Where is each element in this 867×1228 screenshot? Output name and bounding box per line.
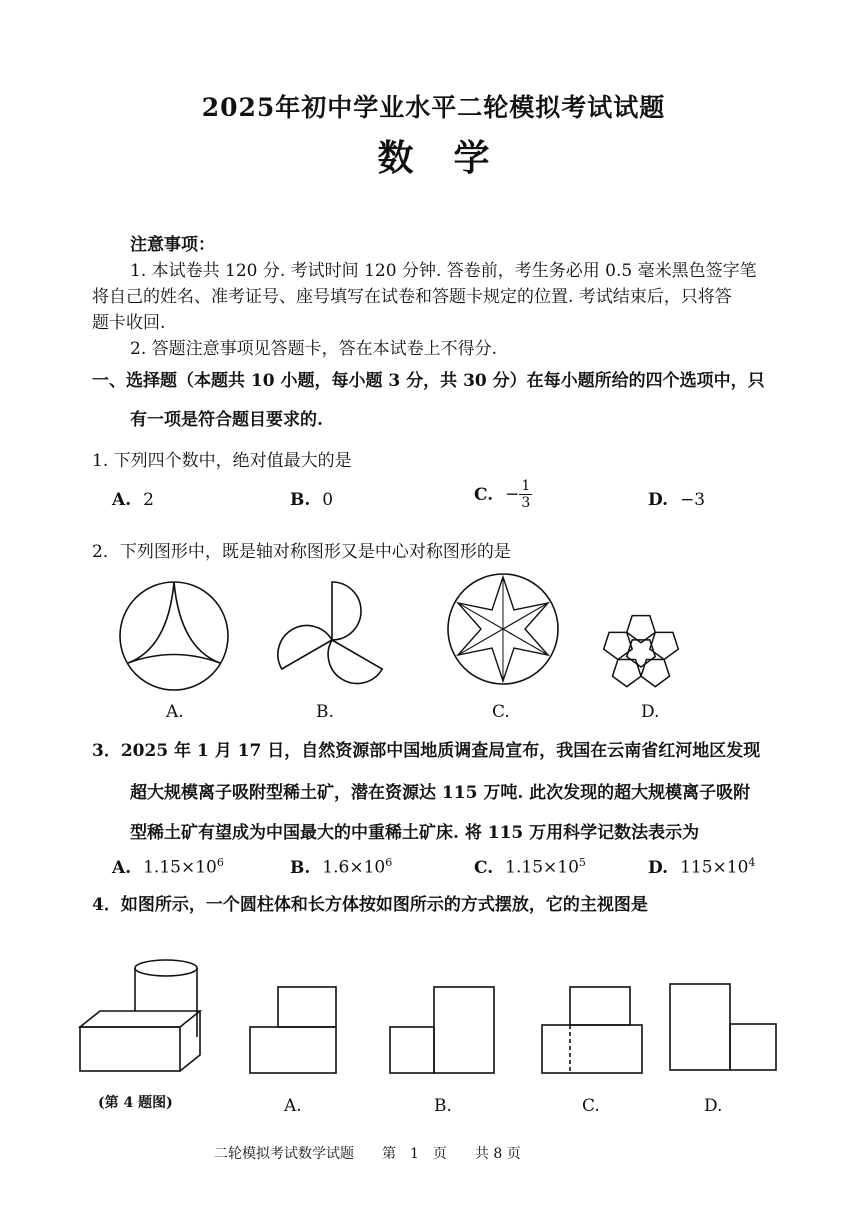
option-base: 1.15×10 [143, 857, 217, 878]
q4-label-d: D. [704, 1096, 723, 1116]
q4-option-a-figure [248, 985, 340, 1075]
q4-label-b: B. [434, 1096, 452, 1116]
option-label: A. [112, 857, 132, 878]
option-label: B. [290, 490, 311, 510]
option-value: 0 [322, 490, 334, 510]
option-label: C. [474, 857, 494, 878]
option-label: C. [474, 484, 494, 505]
q2-label-d: D. [641, 702, 660, 722]
q3-option-d [648, 856, 755, 878]
page-footer: 二轮模拟考试数学试题 第 1 页 共 8 页 [214, 1146, 521, 1162]
option-sign: − [505, 484, 520, 505]
fraction [519, 478, 532, 511]
q2-label-c: C. [492, 702, 510, 722]
q2-figure-b [280, 580, 390, 690]
q4-stem: 4．如图所示，一个圆柱体和长方体按如图所示的方式摆放，它的主视图是 [92, 895, 648, 915]
q4-solid-figure [78, 955, 208, 1075]
notice-heading: 注意事项： [130, 235, 215, 255]
notice-item1-line2: 将自己的姓名、准考证号、座号填写在试卷和答题卡规定的位置. 考试结束后，只将答 [92, 287, 732, 307]
option-base: 1.15×10 [505, 857, 579, 878]
q4-label-a: A. [284, 1096, 302, 1116]
option-exponent: 6 [385, 856, 393, 869]
q3-option-a [112, 856, 224, 878]
notice-item2: 2. 答题注意事项见答题卡，答在本试卷上不得分. [130, 339, 498, 359]
option-value: 2 [143, 490, 154, 510]
q3-line3: 型稀土矿有望成为中国最大的中重稀土矿床. 将 115 万用科学记数法表示为 [130, 823, 700, 843]
fraction-numerator: 1 [521, 478, 531, 494]
section1-heading-line1: 一、选择题（本题共 10 小题，每小题 3 分，共 30 分）在每小题所给的四个选项中，只 [92, 371, 765, 391]
q4-option-b-figure [388, 985, 498, 1075]
option-label: B. [290, 857, 311, 878]
q2-stem: 2．下列图形中，既是轴对称图形又是中心对称图形的是 [92, 542, 511, 562]
fraction-denominator: 3 [521, 495, 531, 511]
q2-figure-a [118, 580, 230, 692]
q1-option-a [112, 490, 154, 510]
q1-option-c [474, 478, 532, 511]
q1-option-b [290, 490, 333, 510]
q2-figure-d [585, 596, 697, 708]
option-value: −3 [680, 490, 706, 510]
q1-option-d [648, 490, 705, 510]
q2-label-b: B. [316, 702, 334, 722]
option-label: D. [648, 857, 669, 878]
option-exponent: 5 [578, 856, 586, 869]
option-base: 115×10 [680, 857, 749, 878]
notice-item1-line3: 题卡收回. [92, 313, 166, 333]
q1-stem: 1. 下列四个数中，绝对值最大的是 [92, 451, 352, 471]
q4-option-c-figure [540, 985, 644, 1075]
q4-figure-caption: (第 4 题图) [98, 1095, 173, 1111]
option-exponent: 4 [748, 856, 756, 869]
q2-figure-c [446, 572, 560, 686]
q3-line2: 超大规模离子吸附型稀土矿，潜在资源达 115 万吨. 此次发现的超大规模离子吸附 [130, 783, 751, 803]
q4-label-c: C. [582, 1096, 600, 1116]
q3-line1: 3．2025 年 1 月 17 日，自然资源部中国地质调查局宣布，我国在云南省红河地区发现 [92, 741, 761, 761]
option-label: A. [112, 490, 132, 510]
option-label: D. [648, 490, 669, 510]
subject-title: 数学 [377, 137, 530, 179]
option-exponent: 6 [216, 856, 224, 869]
q3-option-b [290, 856, 392, 878]
q2-label-a: A. [166, 702, 184, 722]
q4-option-d-figure [668, 982, 780, 1074]
section1-heading-line2: 有一项是符合题目要求的. [130, 410, 323, 430]
notice-item1-line1: 1. 本试卷共 120 分. 考试时间 120 分钟. 答卷前，考生务必用 0.5 毫米黑色签字笔 [130, 261, 757, 281]
exam-title: 2025年初中学业水平二轮模拟考试试题 [201, 93, 666, 122]
option-base: 1.6×10 [322, 857, 386, 878]
q3-option-c [474, 856, 586, 878]
